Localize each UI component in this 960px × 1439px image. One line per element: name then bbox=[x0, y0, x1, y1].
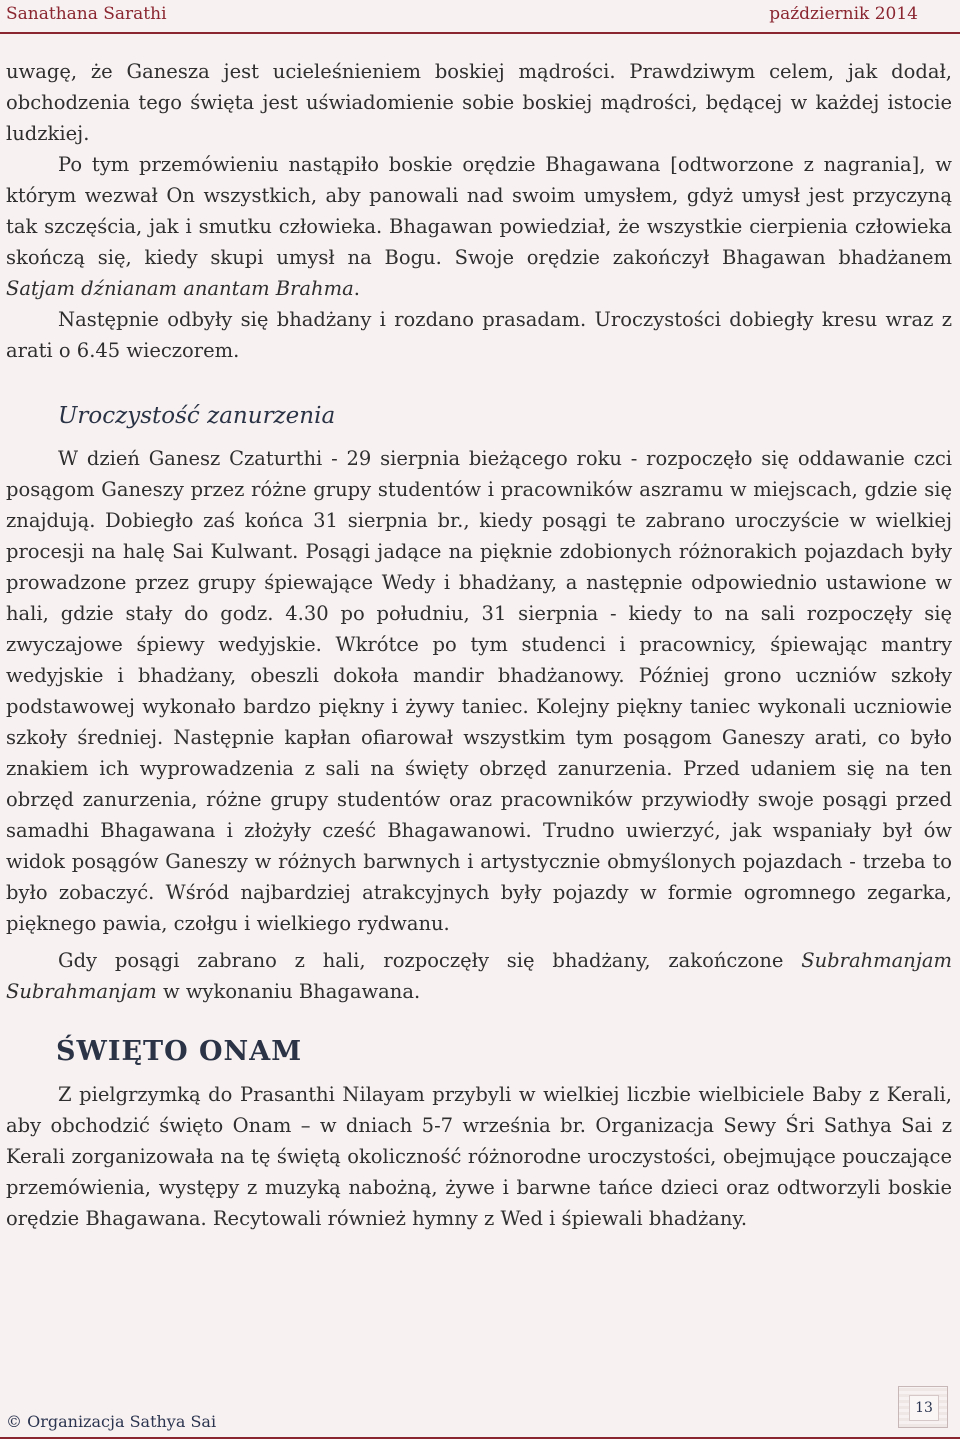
paragraph-6: Z pielgrzymką do Prasanthi Nilayam przybyli w wielkiej liczbie wielbiciele Baby z Kerali, aby obchodzić święto Onam – w dniach 5-7 września br. Organizacja Sewy Śri Sathya Sai z Kerali zorganizowała na tę świętą okoliczność różnorodne uroczystości, obejmujące pouczające przemówienia, występy z muzyką nabożną, żywe i barwne tańce dzieci oraz odtworzyli boskie orędzie Bhagawana. Recytowali również hymny z Wed i śpiewali bhadżany. bbox=[6, 1083, 952, 1230]
bhajan-title-2: Subrahmanjam Subrahmanjam bbox=[6, 949, 952, 1003]
header-divider bbox=[0, 32, 960, 34]
paragraph-5 bbox=[6, 945, 952, 1007]
issue-date: październik 2014 bbox=[769, 4, 918, 24]
paragraph-1: uwagę, że Ganesza jest ucieleśnieniem boskiej mądrości. Prawdziwym celem, jak dodał, obchodzenia tego święta jest uświadomienie sobie boskiej mądrości, będącej w każdej istocie ludzkiej. bbox=[6, 60, 952, 145]
page-number: 13 bbox=[909, 1395, 939, 1421]
bhajan-title: Satjam dźnianam anantam Brahma bbox=[6, 277, 354, 300]
copyright-footer: © Organizacja Sathya Sai bbox=[6, 1412, 217, 1431]
paragraph-2-end: . bbox=[353, 277, 360, 300]
section-heading-immersion: Uroczystość zanurzenia bbox=[58, 403, 336, 429]
paragraph-4: W dzień Ganesz Czaturthi - 29 sierpnia bieżącego roku - rozpoczęło się oddawanie czci posągom Ganeszy przez różne grupy studentów i pracowników aszramu w miejscach, gdzie się znajdują. Dobiegło zaś końca 31 sierpnia br., kiedy posągi te zabrano uroczyście w wielkiej procesji na halę Sai Kulwant. Posągi jadące na pięknie zdobionych różnorakich pojazdach były prowadzone przez grupy śpiewające Wedy i bhadżany, a następnie odpowiednio ustawione w hali, gdzie stały do godz. 4.30 po południu, 31 sierpnia - kiedy to na sali rozpoczęły się zwyczajowe śpiewy wedyjskie. Wkrótce po tym studenci i pracownicy, śpiewając mantry wedyjskie i bhadżany, obeszli dokoła mandir bhadżanowy. Później grono uczniów szkoły podstawowej wykonało bardzo piękny i żywy taniec. Kolejny piękny taniec wykonali uczniowie szkoły średniej. Następnie kapłan ofiarował wszystkim tym posągom Ganeszy arati, co było znakiem ich wyprowadzenia z sali na święty obrzęd zanurzenia. Przed udaniem się na ten obrzęd zanurzenia, różne grupy studentów oraz pracowników przywiodły swoje posągi przed samadhi Bhagawana i złożyły cześć Bhagawanowi. Trudno uwierzyć, jak wspaniały był ów widok posągów Ganeszy w różnych barwnych i artystycznie obmyślonych pojazdach - trzeba to było zobaczyć. Wśród najbardziej atrakcyjnych były pojazdy w formie ogromnego zegarka, pięknego pawia, czołgu i wielkiego rydwanu. bbox=[6, 447, 952, 935]
paragraph-5-end: w wykonaniu Bhagawana. bbox=[156, 980, 421, 1003]
paragraph-3: Następnie odbyły się bhadżany i rozdano prasadam. Uroczystości dobiegły kresu wraz z arati o 6.45 wieczorem. bbox=[6, 308, 952, 362]
section-heading-onam: ŚWIĘTO ONAM bbox=[56, 1036, 303, 1067]
article-body bbox=[6, 56, 952, 1234]
page-number-box bbox=[898, 1386, 948, 1428]
magazine-title: Sanathana Sarathi bbox=[6, 4, 167, 24]
page-header bbox=[0, 0, 960, 30]
paragraph-2-text: Po tym przemówieniu nastąpiło boskie orędzie Bhagawana [odtworzone z nagrania], w którym wezwał On wszystkich, aby panowali nad swoim umysłem, gdyż umysł jest przyczyną tak szczęścia, jak i smutku człowieka. Bhagawan powiedział, że wszystkie cierpienia człowieka skończą się, kiedy skupi umysł na Bogu. Swoje orędzie zakończył Bhagawan bhadżanem bbox=[6, 153, 952, 269]
paragraph-5-text: Gdy posągi zabrano z hali, rozpoczęły się bhadżany, zakończone bbox=[58, 949, 802, 972]
paragraph-2 bbox=[6, 149, 952, 304]
